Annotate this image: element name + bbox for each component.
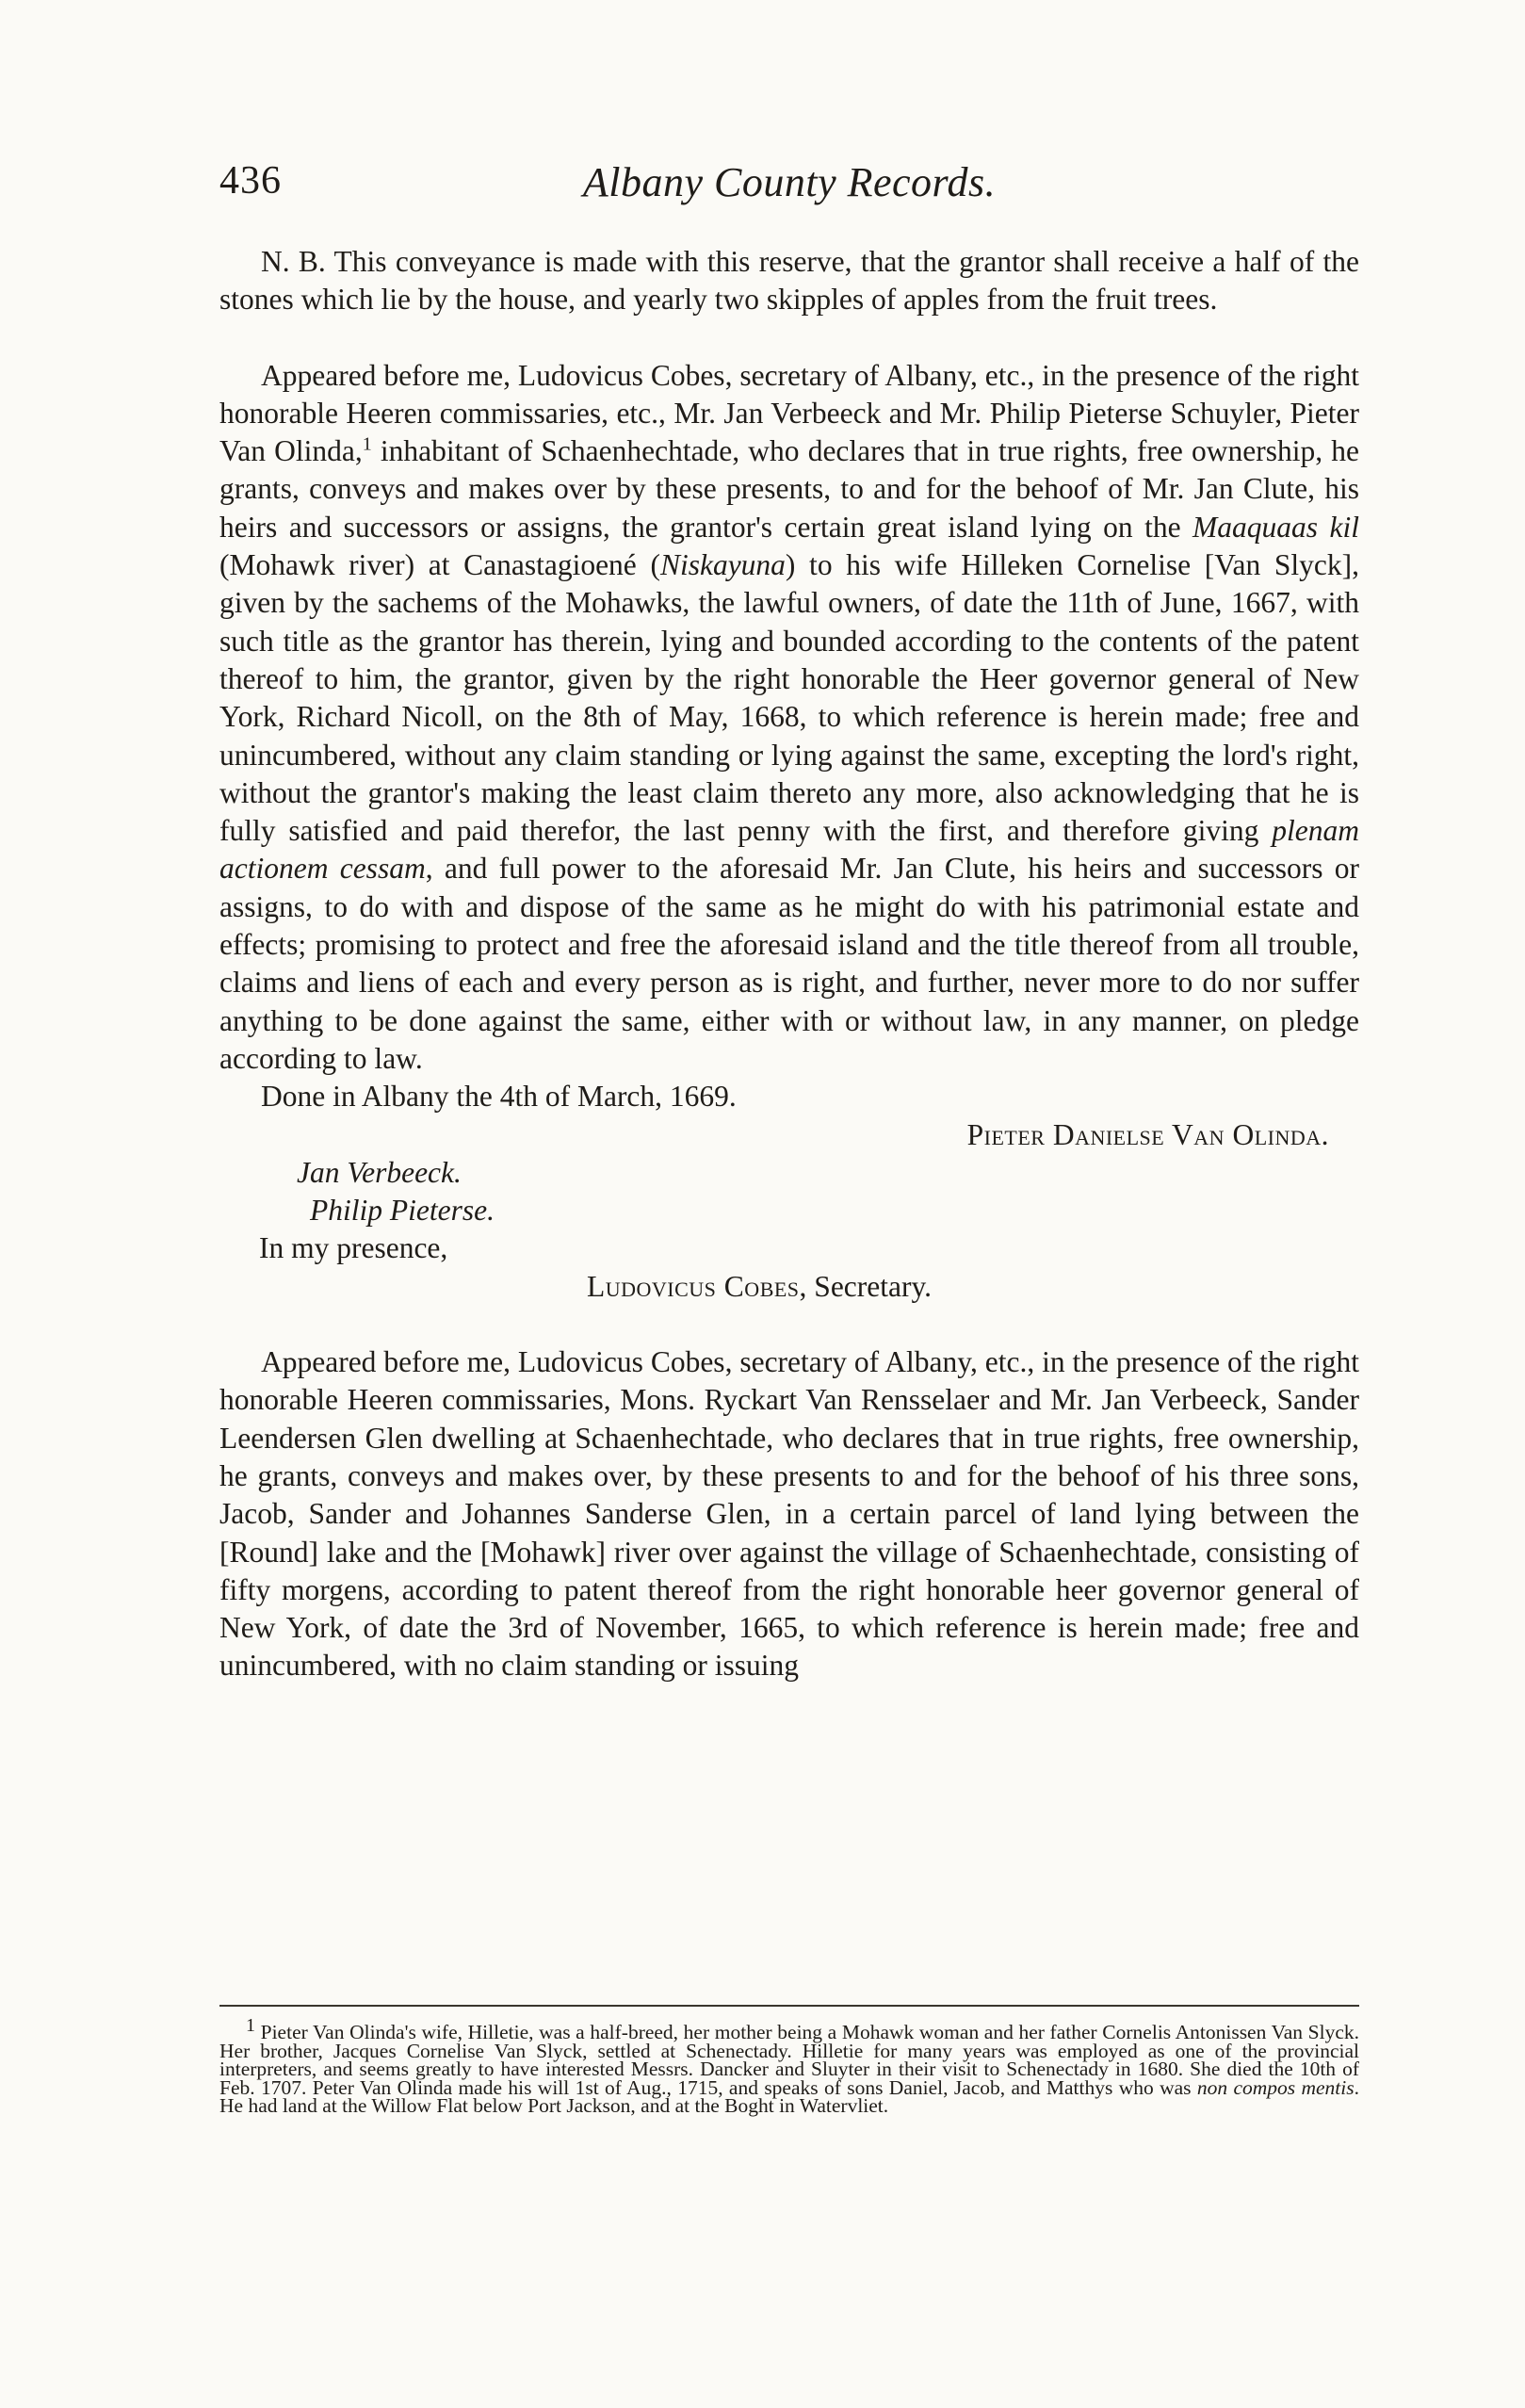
deed1-text-4: ) to his wife Hilleken Cornelise [Van Slyck], given by the sachems of the Mohawks, the lawful owners, of date the 11th of June, 1667, with such title as the grantor has therein, lying and bounded according to the contents of the patent thereof to him, the grantor, given by the right honorable the Heer governor general of New York, Richard Nicoll, on the 8th of May, 1668, to which reference is herein made; free and unincumbered, without any claim standing or lying against the same, excepting the lord's right, without the grantor's making the least claim thereto any more, also acknowledging that he is fully satisfied and paid therefor, the last penny with the first, and therefore giving: [219, 548, 1359, 848]
deed1-italic-latin: plenam actionem cessam: [219, 814, 1359, 886]
footnote-text-1: Pieter Van Olinda's wife, Hilletie, was a half-breed, her mother being a Mohawk woman and her father Cornelis Antonissen Van Slyck. Her brother, Jacques Cornelise Van Slyck, settled at Schenectady. Hilletie for many years was employed as one of the provincial interpreters, and seems greatly to have interested Messrs. Dancker and Sluyter in their visit to Schenectady in 1680. She died the 10th of Feb. 1707. Peter Van Olinda made his will 1st of Aug., 1715, and speaks of sons Daniel, Jacob, and Matthys who was: [219, 2021, 1359, 2099]
deed1-text-3: (Mohawk river) at Canastagioené (: [219, 548, 660, 582]
deed1-text-1: Appeared before me, Ludovicus Cobes, secretary of Albany, etc., in the presence of the right honorable Heeren commissaries, etc., Mr. Jan Verbeeck and Mr. Philip Pieterse Schuyler, Pieter Van Olinda,: [219, 358, 1359, 468]
witness-verbeeck: Jan Verbeeck.: [297, 1155, 462, 1189]
footnote-reference[interactable]: 1: [362, 433, 372, 455]
running-title: Albany County Records.: [582, 159, 997, 205]
nb-paragraph: N. B. This conveyance is made with this reserve, that the grantor shall receive a half of the stones which lie by the house, and yearly two skipples of apples from the fruit trees.: [219, 245, 1359, 317]
deed1-italic-niskayuna: Niskayuna: [659, 548, 786, 582]
footnote-divider: [219, 2005, 1359, 2007]
secretary-signature: [219, 1268, 1359, 1306]
body-text: [219, 243, 1359, 1685]
presence-line: In my presence,: [259, 1231, 448, 1265]
secretary-title: , Secretary.: [799, 1269, 933, 1303]
deed1-text-2: inhabitant of Schaenhechtade, who declares that in true rights, free ownership, he grants, conveys and makes over by these presents, to and for the behoof of Mr. Jan Clute, his heirs and successors or assigns, the grantor's certain great island lying on the: [219, 434, 1359, 544]
secretary-name: Ludovicus Cobes: [587, 1269, 800, 1303]
grantor-signature: Pieter Danielse Van Olinda.: [966, 1117, 1329, 1151]
footnote-paragraph: [219, 2014, 1359, 2118]
footnote-mark: 1: [246, 2014, 255, 2036]
footnote-text-2: . He had land at the Willow Flat below Port Jackson, and at the Boght in Watervliet.: [219, 2075, 1359, 2118]
deed1-text-5: , and full power to the aforesaid Mr. Jan Clute, his heirs and successors or assigns, to do with and dispose of the same as he might do with his patrimonial estate and effects; promising to protect and free the aforesaid island and the title thereof from all trouble, claims and liens of each and every person as is right, and further, never more to do nor suffer anything to be done against the same, either with or without law, in any manner, on pledge according to law.: [219, 852, 1359, 1075]
witness-pieterse: Philip Pieterse.: [310, 1194, 495, 1228]
deed1-done-line: Done in Albany the 4th of March, 1669.: [261, 1080, 737, 1114]
deed1-italic-maaquaas: Maaquaas kil: [1192, 510, 1359, 544]
page-header: [219, 158, 1359, 215]
footnote-italic-latin: non compos mentis: [1196, 2075, 1355, 2099]
deed2-paragraph: Appeared before me, Ludovicus Cobes, secretary of Albany, etc., in the presence of the right honorable Heeren commissaries, Mons. Ryckart Van Rensselaer and Mr. Jan Verbeeck, Sander Leendersen Glen dwelling at Schaenhechtade, who declares that in true rights, free ownership, he grants, conveys and makes over, by these presents to and for the behoof of his three sons, Jacob, Sander and Johannes Sanderse Glen, in a certain parcel of land lying between the [Round] lake and the [Mohawk] river over against the village of Schaenhechtade, consisting of fifty morgens, according to patent thereof from the right honorable heer governor general of New York, of date the 3rd of November, 1665, to which reference is herein made; free and unincumbered, with no claim standing or issuing: [219, 1345, 1359, 1683]
footnote: [219, 2014, 1359, 2118]
deed1-paragraph: [219, 357, 1359, 1079]
page-number: 436: [219, 159, 282, 203]
